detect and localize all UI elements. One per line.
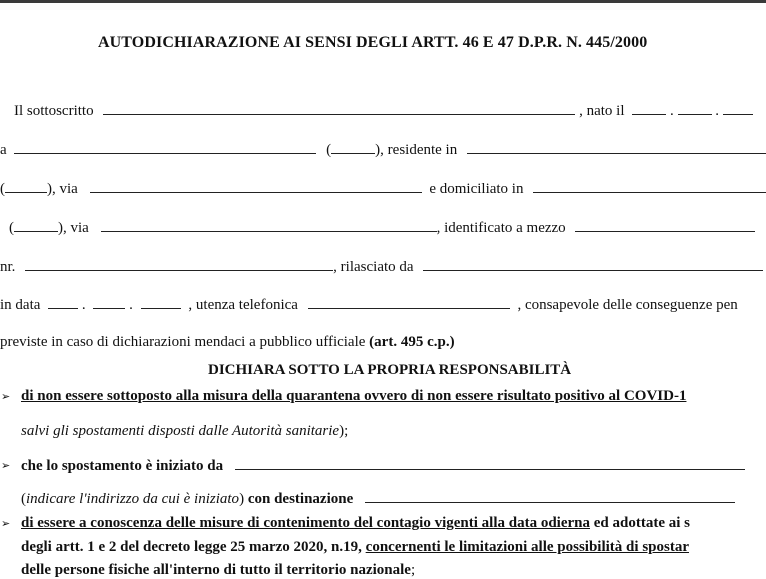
field-birth-day[interactable] bbox=[632, 101, 666, 115]
item-spostamento bbox=[21, 456, 745, 475]
row-data-rilascio bbox=[0, 295, 738, 314]
label-nato-il: , nato il bbox=[579, 103, 625, 119]
label-previste: previste in caso di dichiarazioni mendaci a pubblico ufficiale bbox=[0, 334, 366, 350]
label-in-data: in data bbox=[0, 297, 41, 313]
field-document-number[interactable] bbox=[25, 257, 333, 271]
field-birth-month[interactable] bbox=[678, 101, 712, 115]
text-conoscenza-rest: ed adottate ai s bbox=[593, 515, 690, 531]
text-territorio: delle persone fisiche all'interno di tutto il territorio nazionale bbox=[21, 562, 411, 578]
label-nr: nr. bbox=[0, 259, 16, 275]
item-quarantena: di non essere sottoposto alla misura della quarantena ovvero di non essere risultato positivo al COVID-1 bbox=[21, 388, 687, 404]
paren-open-1: ( bbox=[326, 142, 332, 158]
label-spostamento: che lo spostamento è iniziato da bbox=[21, 458, 224, 474]
label-rilasciato: , rilasciato da bbox=[333, 259, 414, 275]
paren-open-2: ( bbox=[0, 181, 5, 197]
field-name[interactable] bbox=[103, 101, 575, 115]
bullet-arrow-icon: ➢ bbox=[1, 460, 11, 472]
dot-3: . bbox=[81, 297, 86, 313]
text-autorita: salvi gli spostamenti disposti dalle Autorità sanitarie bbox=[21, 423, 340, 439]
label-a: a bbox=[0, 142, 7, 158]
field-issued-by[interactable] bbox=[423, 257, 763, 271]
field-residence[interactable] bbox=[467, 140, 766, 154]
field-issue-day[interactable] bbox=[48, 295, 78, 309]
text-limitazioni: concernenti le limitazioni alle possibilità di spostar bbox=[365, 539, 689, 555]
text-autorita-end: ); bbox=[339, 423, 349, 439]
top-border bbox=[0, 0, 766, 3]
field-birth-year[interactable] bbox=[723, 101, 753, 115]
bullet-arrow-icon: ➢ bbox=[1, 518, 11, 530]
label-identificato: , identificato a mezzo bbox=[436, 220, 566, 236]
field-residence-street[interactable] bbox=[90, 179, 422, 193]
item-conoscenza bbox=[21, 514, 690, 532]
label-art-495: (art. 495 c.p.) bbox=[369, 334, 455, 350]
field-issue-month[interactable] bbox=[93, 295, 125, 309]
field-birth-place[interactable] bbox=[14, 140, 316, 154]
item-decreto bbox=[21, 538, 689, 556]
label-destinazione: con destinazione bbox=[247, 491, 354, 507]
field-phone[interactable] bbox=[308, 295, 510, 309]
label-via-2: ), via bbox=[58, 220, 89, 236]
text-indicare-indirizzo: indicare l'indirizzo da cui è iniziato bbox=[26, 491, 240, 507]
bullet-arrow-icon: ➢ bbox=[1, 391, 11, 403]
label-via-1: ), via bbox=[47, 181, 78, 197]
label-domiciliato-in: e domiciliato in bbox=[429, 181, 524, 197]
text-conoscenza-ul: di essere a conoscenza delle misure di contenimento del contagio vigenti alla data odierna bbox=[21, 515, 590, 531]
text-territorio-end: ; bbox=[410, 562, 416, 578]
paren-open-3: ( bbox=[9, 220, 14, 236]
item-territorio bbox=[21, 561, 415, 579]
field-issue-year[interactable] bbox=[141, 295, 181, 309]
row-sottoscritto bbox=[14, 101, 753, 120]
field-domicile-street[interactable] bbox=[101, 218, 437, 232]
field-residence-province[interactable] bbox=[5, 179, 47, 193]
field-domicile-province[interactable] bbox=[14, 218, 58, 232]
item-quarantena-cont bbox=[21, 422, 348, 440]
field-destination[interactable] bbox=[365, 489, 735, 503]
field-domicile[interactable] bbox=[533, 179, 766, 193]
dot-4: . bbox=[129, 297, 133, 313]
item-destinazione bbox=[21, 489, 735, 508]
row-via-residenza bbox=[0, 179, 766, 198]
label-sottoscritto: Il sottoscritto bbox=[14, 103, 94, 119]
dichiara-heading: DICHIARA SOTTO LA PROPRIA RESPONSABILITÀ bbox=[208, 362, 572, 378]
paren-open-4: ( bbox=[21, 491, 26, 507]
row-numero-documento bbox=[0, 257, 763, 276]
label-utenza: , utenza telefonica bbox=[188, 297, 298, 313]
row-previste bbox=[0, 333, 455, 351]
dot-1: . bbox=[670, 103, 674, 119]
text-decreto: degli artt. 1 e 2 del decreto legge 25 marzo 2020, n.19, bbox=[21, 539, 362, 555]
label-residente-in: ), residente in bbox=[375, 142, 458, 158]
row-luogo-nascita bbox=[0, 140, 766, 159]
document-title: AUTODICHIARAZIONE AI SENSI DEGLI ARTT. 46 E 47 D.P.R. N. 445/2000 bbox=[98, 34, 648, 51]
dot-2: . bbox=[715, 103, 719, 119]
field-birth-province[interactable] bbox=[331, 140, 375, 154]
row-via-domicilio bbox=[9, 218, 755, 237]
label-consapevole: , consapevole delle conseguenze pen bbox=[517, 297, 738, 313]
field-start-address[interactable] bbox=[235, 456, 745, 470]
paren-close-4: ) bbox=[239, 491, 245, 507]
field-id-document[interactable] bbox=[575, 218, 755, 232]
